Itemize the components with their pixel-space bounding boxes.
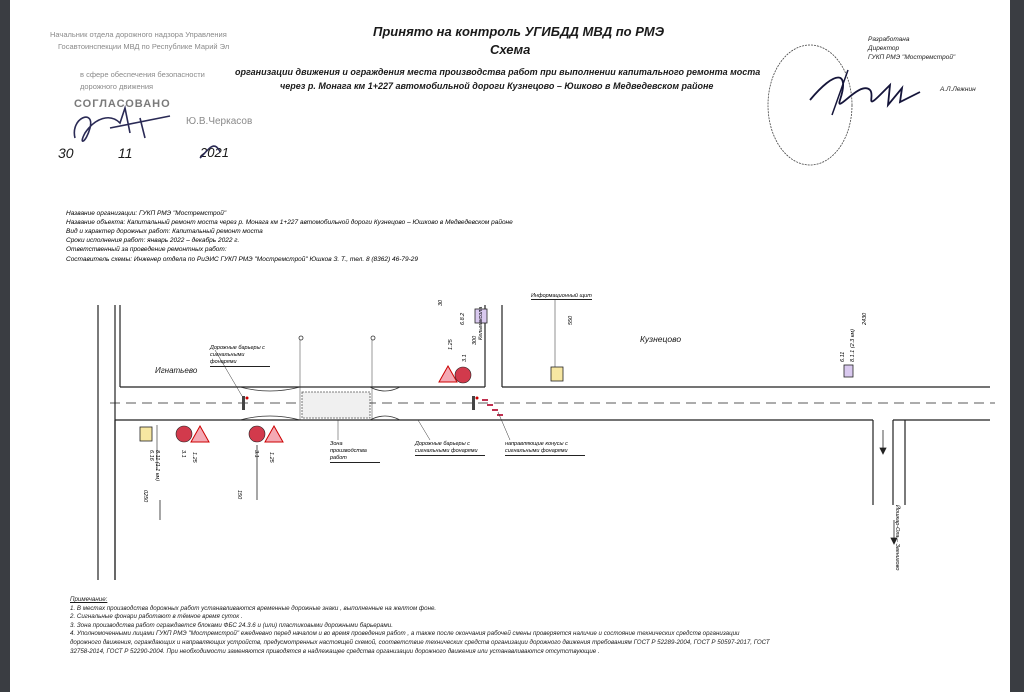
cones [482, 399, 503, 416]
note-4: 4. Уполномоченными лицами ГУКП РМЭ "Мостремстрой" ежедневно перед началом и во время проведения работ , а также после окончания рабочей смены проверяется наличие и состояние технических средств организации [70, 630, 740, 638]
sign-label-125-b: 1.25 [268, 452, 274, 463]
village-left: Игнатьево [155, 366, 198, 375]
header-line-4: через р. Монага км 1+227 автомобильной дороги Кузнецово – Юшково в Медведевском районе [280, 81, 714, 91]
sign-label-31-c: 3.1 [462, 354, 468, 362]
sign-group-left [140, 425, 283, 470]
right-approval-line-2: Директор [868, 45, 900, 52]
right-approval-name: А.Л.Лежнин [940, 86, 976, 93]
dist-30: 30 [438, 299, 444, 306]
sign-label-31-b: 3.1 [253, 450, 259, 458]
info-board-label: Информационный щит [531, 293, 592, 299]
traffic-scheme [10, 0, 1010, 600]
info-works: Вид и характер дорожных работ: Капитальный ремонт моста [66, 228, 263, 235]
notes-block [70, 596, 990, 656]
sign-label-82: 6.8.2 [460, 312, 466, 325]
work-zone-label: Зона производства работ [330, 441, 380, 463]
dist-150: 150 [236, 490, 242, 500]
road-down-label: Йошкар-Ола – Звенигово [894, 505, 900, 571]
cones-label: направляющие конусы с сигнальными фонарями [505, 441, 585, 456]
sign-label-611: 6.16 [148, 450, 154, 461]
approval-line-2: Госавтоинспекции МВД по Республике Марий Эл [58, 42, 230, 51]
approval-date-year: 2021 [200, 145, 229, 160]
village-right: Кузнецово [640, 334, 682, 344]
km-label: 8.11 (1.1 км) [154, 450, 160, 482]
note-6: 32758-2014, ГОСТ Р 52290-2004. При необходимости заменяются приводятся в надлежащее средства организации дорожного движения или устанавливаются отсутствующие . [70, 647, 600, 655]
approval-status: СОГЛАСОВАНО [74, 98, 171, 110]
note-3: 3. Зона производства работ ограждается блоками ФБС 24.3.6 и (или) пластиковыми дорожными барьерами. [70, 621, 393, 629]
sign-label-125-c: 1.25 [448, 339, 454, 350]
approval-name: Ю.В.Черкасов [186, 116, 253, 127]
info-org: Название организации: ГУКП РМЭ "Мостремстрой" [66, 210, 227, 217]
approval-line-1: Начальник отдела дорожного надзора Управления [50, 30, 227, 39]
dist-2430: 2430 [862, 312, 868, 325]
dist-550: 550 [568, 315, 574, 325]
road-up-label: Кельмаксола [478, 306, 484, 340]
sign-label-31: 3.1 [180, 450, 186, 458]
note-2: 2. Сигнальные фонари работают в тёмное время суток . [70, 613, 243, 621]
info-object: Название объекта: Капитальный ремонт моста через р. Монага км 1+227 автомобильной дороги Кузнецово – Юшково в Медведевском районе [66, 219, 513, 226]
note-5: дорожного движения, ограждающих и направляющих устройств, предусмотренных настоящей схемой, соответствие технических средств организации дорожного движения требованиям ГОСТ Р 52289-2004, ГОСТ Р 50597-2017, ГОСТ [70, 638, 770, 646]
note-1: 1. В местах производства дорожных работ устанавливаются временные дорожные знаки , выполненные на желтом фоне. [70, 604, 437, 612]
approval-line-4: дорожного движения [80, 82, 154, 91]
right-approval-line-1: Разработана [868, 36, 910, 43]
barriers-label: Дорожные барьеры с сигнальными фонарями [210, 345, 270, 367]
approval-date-month: 11 [118, 145, 133, 161]
document-page [10, 0, 1010, 692]
info-author: Составитель схемы: Инженер отдела по РиЭИС ГУКП РМЭ "Мостремстрой" Юшков З. Т., тел. 8 (8362) 46-79-29 [66, 256, 418, 263]
info-responsible: Ответственный за проведение ремонтных работ: [66, 246, 227, 253]
header-line-2: Схема [490, 42, 531, 57]
dist-0250: 0250 [142, 490, 148, 503]
notes-heading: Примечание: [70, 596, 108, 603]
sign-label-6161: 6.11 [840, 351, 846, 362]
header-line-3: организации движения и ограждения места производства работ при выполнении капитального ремонта моста [235, 67, 761, 77]
sign-label-125: 1.25 [191, 452, 197, 463]
km-label-2: 8.1.1 (2.3 км) [850, 329, 856, 362]
approval-date-day: 30 [58, 145, 74, 161]
approval-line-3: в сфере обеспечения безопасности [80, 70, 205, 79]
right-approval-line-3: ГУКП РМЭ "Мостремстрой" [868, 54, 956, 61]
barriers-label-2: Дорожные барьеры с сигнальными фонарями [415, 441, 485, 456]
info-terms: Сроки исполнения работ: январь 2022 – декабрь 2022 г. [66, 237, 240, 244]
dist-300: 300 [472, 335, 478, 345]
header-line-1: Принято на контроль УГИБДД МВД по РМЭ [373, 24, 665, 39]
